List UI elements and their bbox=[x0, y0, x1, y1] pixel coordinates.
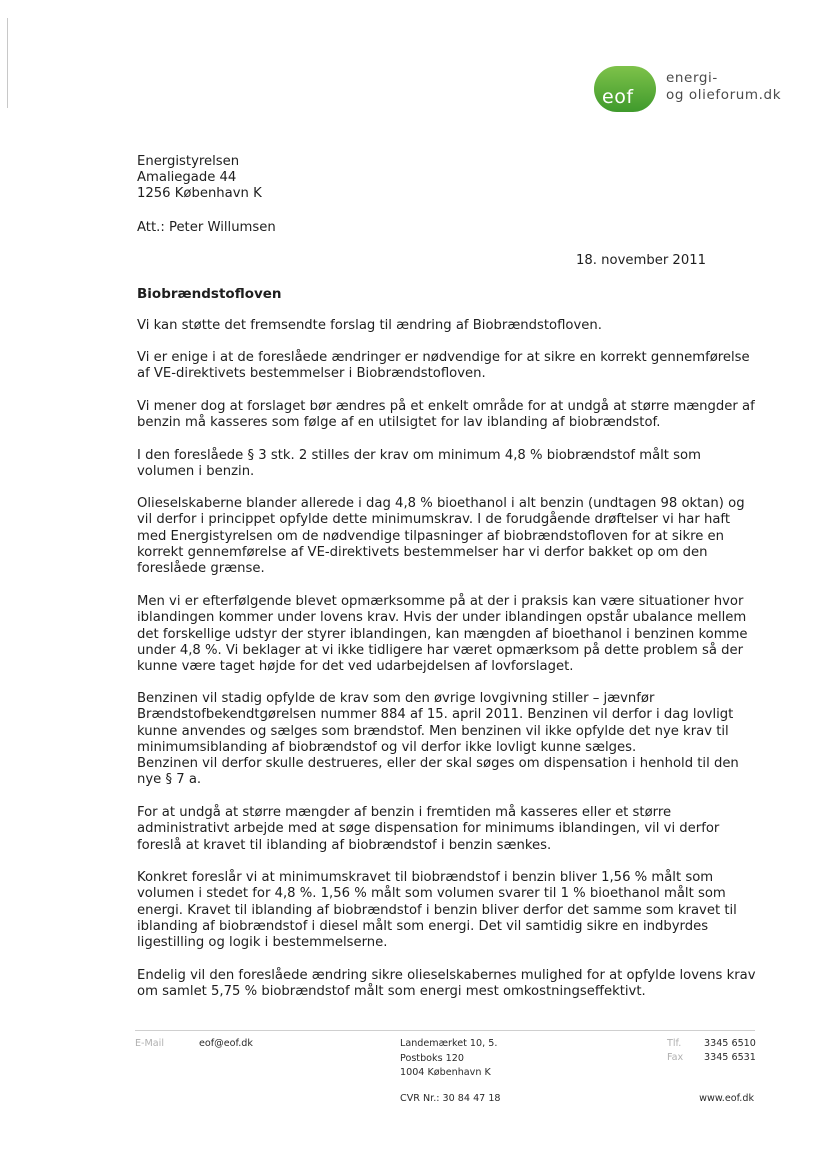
body-paragraph: Vi er enige i at de foreslåede ændringer er nødvendige for at sikre en korrekt gennemførelse af VE-direktivets bestemmelser i Biobrændstofloven. bbox=[137, 350, 750, 382]
logo-badge-text: eof bbox=[602, 86, 634, 108]
logo-badge bbox=[594, 66, 656, 112]
footer-phone: 3345 6510 bbox=[704, 1038, 756, 1049]
footer-fax-label: Fax bbox=[667, 1052, 684, 1063]
logo-line-1: energi- bbox=[666, 70, 718, 86]
attention-line: Att.: Peter Willumsen bbox=[137, 220, 276, 235]
footer-address-line-1: Landemærket 10, 5. bbox=[400, 1038, 498, 1049]
recipient-street: Amaliegade 44 bbox=[137, 170, 237, 186]
body-paragraph: Men vi er efterfølgende blevet opmærksomme på at der i praksis kan være situationer hvor iblandingen kommer under lovens krav. Hvis der under iblandingen opstår ubalance mellem det forskellige udstyr der styrer iblandingen, kan mængden af bioethanol i benzinen komme under 4,8 %. Vi beklager at vi ikke tidligere har været opmærksom på dette problem så der kunne være taget højde for det ved udarbejdelsen af lovforslaget. bbox=[137, 594, 748, 675]
body-paragraph: Vi kan støtte det fremsendte forslag til ændring af Biobrændstofloven. bbox=[137, 318, 602, 333]
body-paragraph: Benzinen vil stadig opfylde de krav som den øvrige lovgivning stiller – jævnfør Brændstofbekendtgørelsen nummer 884 af 15. april 2011. Benzinen vil derfor i dag lovligt kunne anvendes og sælges som brændstof. Men benzinen vil ikke opfylde det nye krav til minimumsiblanding af biobrændstof og vil derfor ikke lovligt kunne sælges. bbox=[137, 691, 734, 755]
logo-line-2: og olieforum.dk bbox=[666, 87, 782, 103]
footer-cvr: CVR Nr.: 30 84 47 18 bbox=[400, 1093, 501, 1104]
logo-wordmark bbox=[666, 70, 781, 104]
body-paragraph: Konkret foreslår vi at minimumskravet til biobrændstof i benzin bliver 1,56 % målt som volumen i stedet for 4,8 %. 1,56 % målt som volumen svarer til 1 % bioethanol målt som energi. Kravet til iblanding af biobrændstof i benzin bliver derfor det samme som kravet til iblanding af biobrændstof i diesel målt som energi. Det vil samtidig sikre en indbyrdes ligestilling og logik i bestemmelserne. bbox=[137, 870, 737, 951]
letter-date: 18. november 2011 bbox=[575, 253, 706, 268]
footer-address-line-2: Postboks 120 bbox=[400, 1052, 464, 1064]
footer-address-line-3: 1004 København K bbox=[400, 1067, 491, 1079]
footer-address bbox=[400, 1037, 497, 1081]
recipient-city: 1256 København K bbox=[137, 186, 262, 202]
footer-divider bbox=[135, 1030, 755, 1031]
body-paragraph: Olieselskaberne blander allerede i dag 4,8 % bioethanol i alt benzin (undtagen 98 oktan) og vil derfor i princippet opfylde dette minimumskrav. I de forudgående drøftelser vi har haft med Energistyrelsen om de nødvendige tilpasninger af biobrændstofloven for at sikre en korrekt gennemførelse af VE-direktivets bestemmelser har vi derfor bakket op om den foreslåede grænse. bbox=[137, 496, 745, 577]
eof-logo bbox=[594, 66, 784, 114]
body-paragraph: Vi mener dog at forslaget bør ændres på et enkelt område for at undgå at større mængder af benzin må kasseres som følge af en utilsigtet for lav iblanding af biobrændstof. bbox=[137, 399, 755, 431]
recipient-address bbox=[137, 154, 762, 203]
scan-edge-line bbox=[7, 18, 8, 108]
recipient-org: Energistyrelsen bbox=[137, 154, 240, 169]
body-paragraph: For at undgå at større mængder af benzin i fremtiden må kasseres eller et større administrativt arbejde med at søge dispensation for minimums iblandingen, vil vi derfor foreslå at kravet til iblanding af biobrændstof i benzin sænkes. bbox=[137, 805, 720, 853]
body-paragraph: I den foreslåede § 3 stk. 2 stilles der krav om minimum 4,8 % biobrændstof målt som volumen i benzin. bbox=[137, 448, 701, 480]
body-paragraph: Endelig vil den foreslåede ændring sikre olieselskabernes mulighed for at opfylde lovens krav om samlet 5,75 % biobrændstof målt som energi mest omkostningseffektivt. bbox=[137, 968, 756, 1000]
footer-email: eof@eof.dk bbox=[199, 1038, 253, 1049]
footer-fax: 3345 6531 bbox=[704, 1052, 756, 1063]
letter-subject: Biobrændstofloven bbox=[137, 286, 282, 302]
footer-website: www.eof.dk bbox=[699, 1093, 754, 1104]
footer-phone-label: Tlf. bbox=[667, 1038, 682, 1049]
footer-email-label: E-Mail bbox=[135, 1038, 165, 1049]
body-paragraph: Benzinen vil derfor skulle destrueres, eller der skal søges om dispensation i henhold til den nye § 7 a. bbox=[137, 756, 739, 788]
